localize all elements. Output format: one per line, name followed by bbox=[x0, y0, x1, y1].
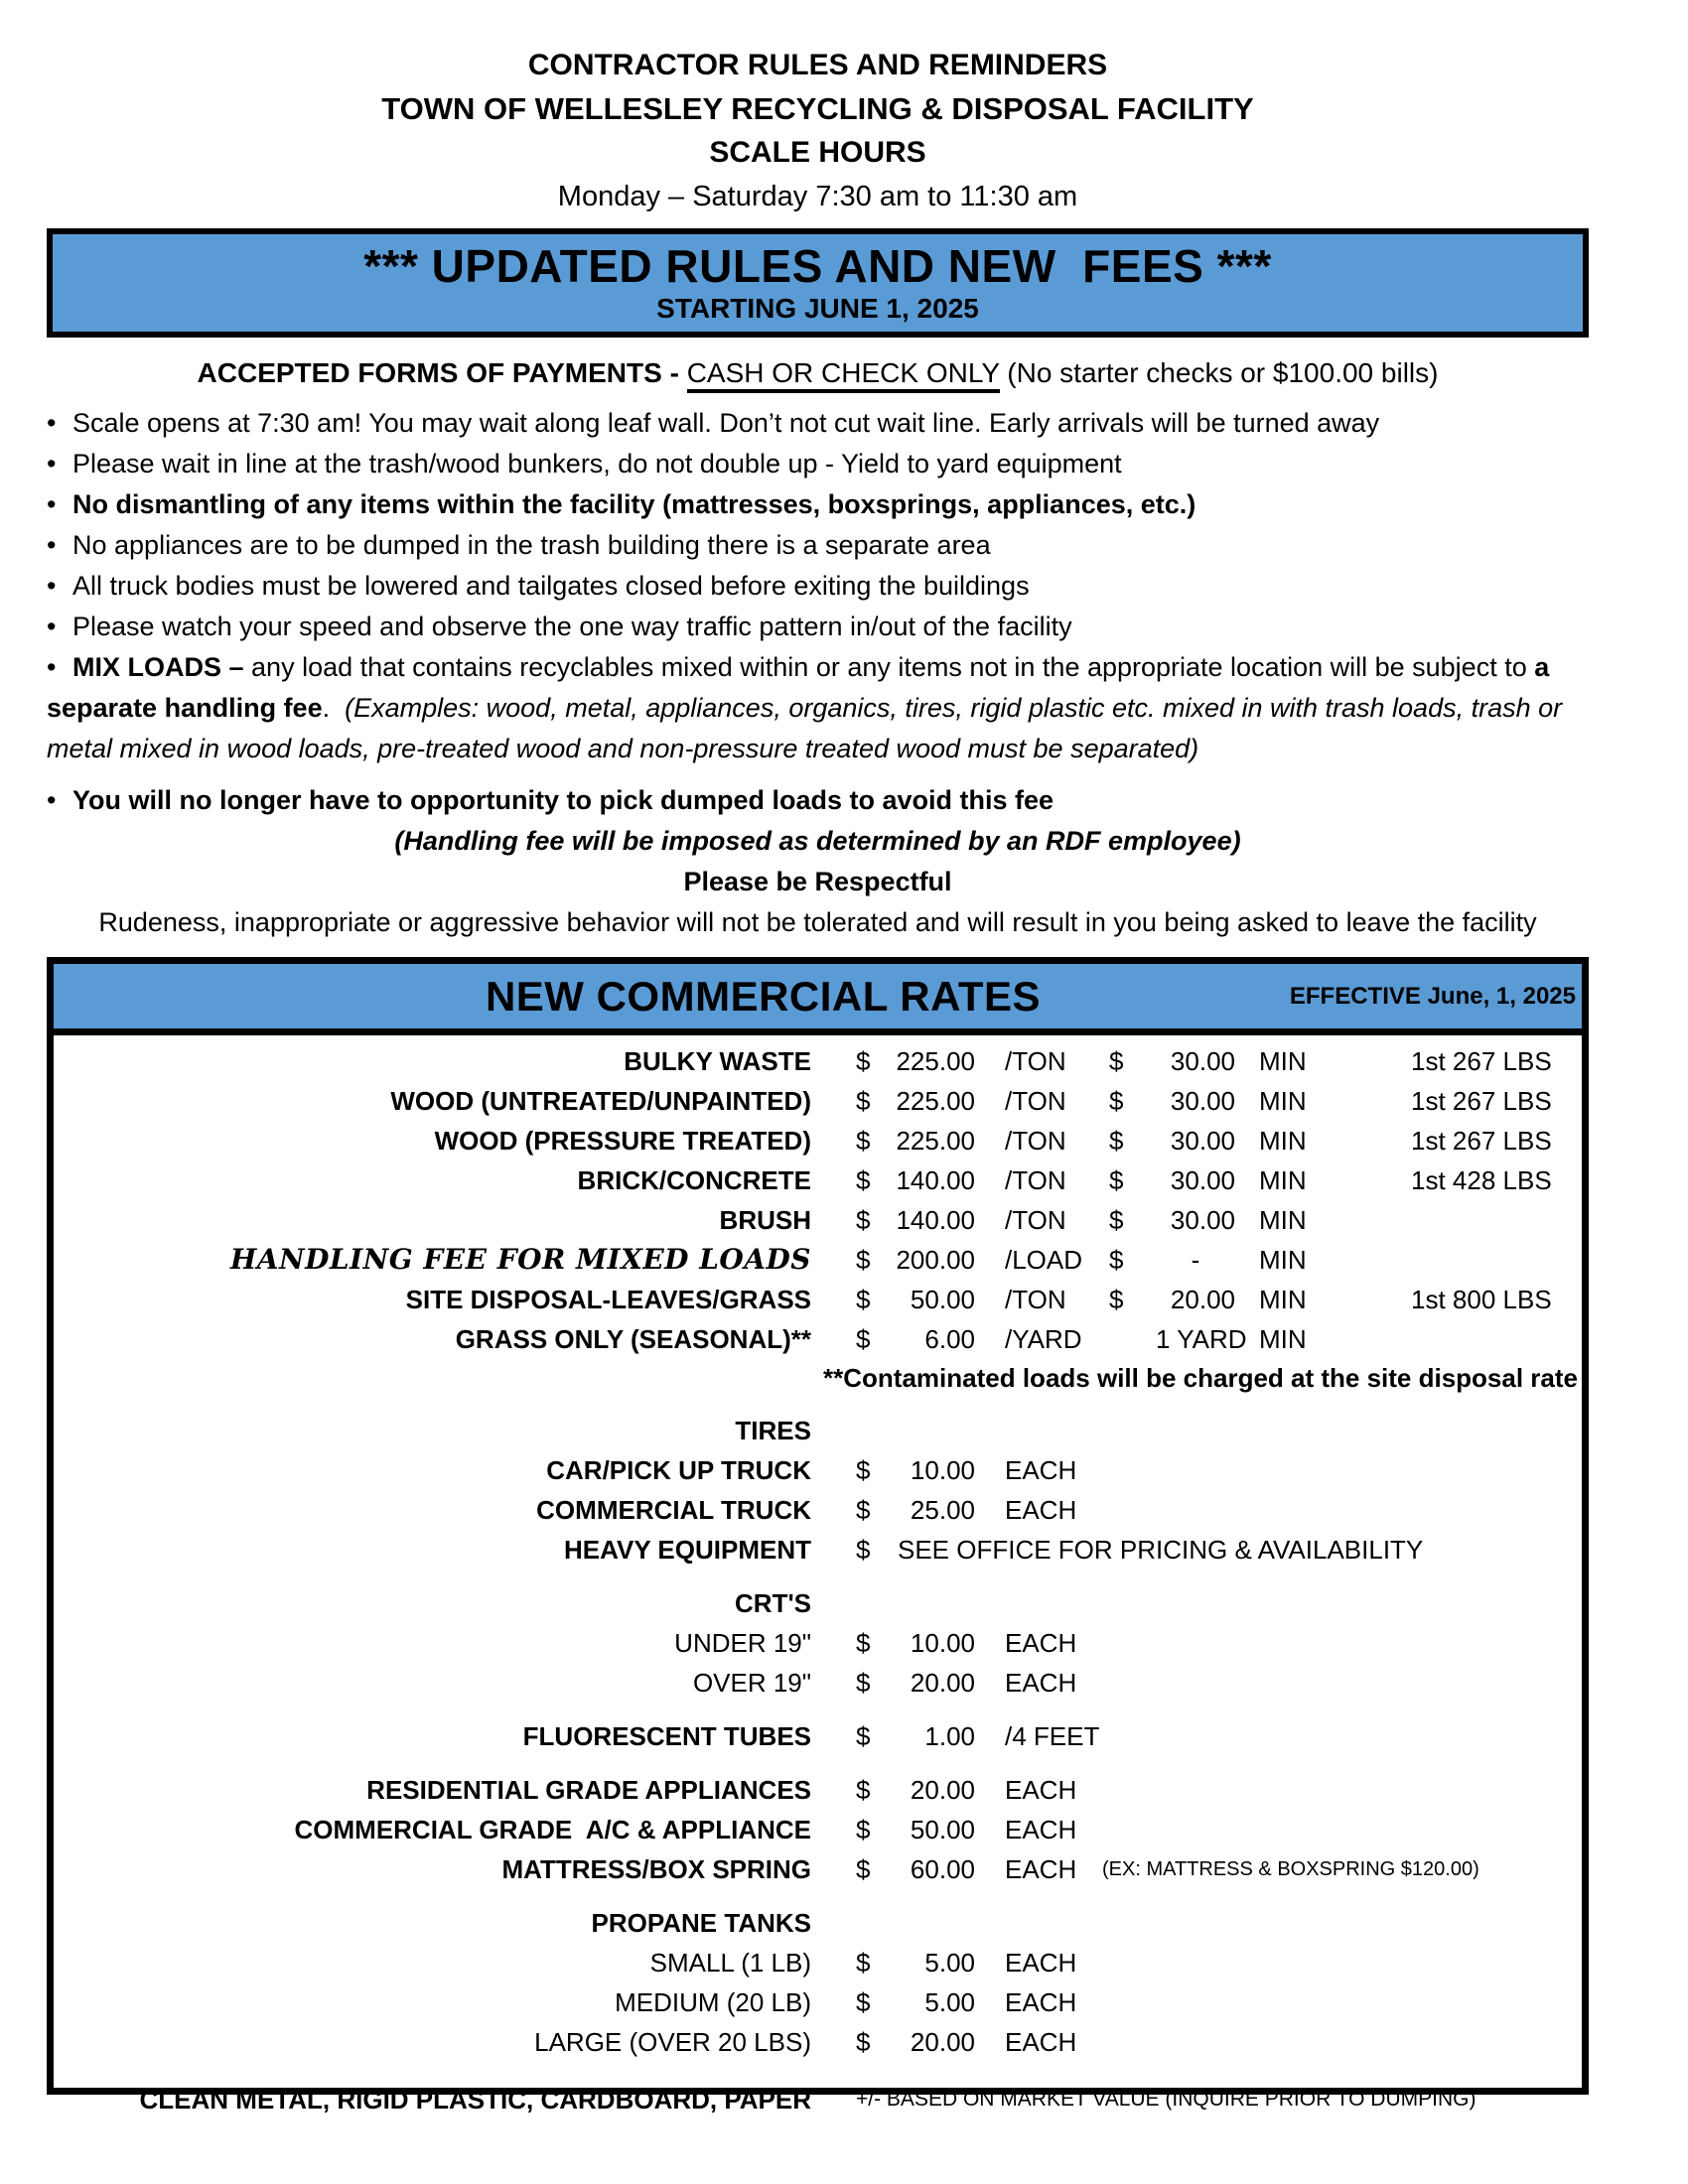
rate-section-row bbox=[54, 1411, 1582, 1450]
dollar-sign: $ bbox=[856, 1086, 871, 1116]
rate-weight-note bbox=[1341, 1982, 1582, 2022]
rate-label: SMALL (1 LB) bbox=[649, 1948, 811, 1978]
rate-unit: EACH bbox=[1005, 1455, 1077, 1485]
rate-label: OVER 19" bbox=[692, 1668, 811, 1698]
closing-line bbox=[47, 821, 1589, 862]
text-segment: (Examples: wood, metal, appliances, organics, tires, rigid plastic etc. mixed in with trash loads, trash or metal mixed in wood loads, pre-treated wood and non-pressure treated wood must be separated) bbox=[47, 693, 1563, 763]
bullet-icon: • bbox=[47, 612, 57, 641]
title-line-1: CONTRACTOR RULES AND REMINDERS bbox=[527, 49, 1108, 81]
rate-min-amount bbox=[1156, 1716, 1235, 1756]
rates-table-title: NEW COMMERCIAL RATES bbox=[485, 972, 1042, 1020]
rate-section-row bbox=[54, 1903, 1582, 1943]
column-gap bbox=[1235, 1319, 1242, 1359]
dollar-sign-min bbox=[1102, 2022, 1156, 2062]
rate-row bbox=[54, 1121, 1582, 1160]
closing-line bbox=[47, 862, 1589, 902]
rate-label: COMMERCIAL GRADE A/C & APPLIANCE bbox=[294, 1815, 811, 1844]
rate-row bbox=[54, 1982, 1582, 2022]
text-segment: CASH OR CHECK ONLY bbox=[687, 357, 1000, 393]
rate-label: WOOD (PRESSURE TREATED) bbox=[434, 1126, 811, 1156]
text-segment: ACCEPTED FORMS OF PAYMENTS - bbox=[197, 357, 687, 388]
scale-hours-value: Monday – Saturday 7:30 am to 11:30 am bbox=[557, 181, 1078, 212]
rate-min-amount bbox=[1156, 1490, 1235, 1530]
column-gap bbox=[1235, 2022, 1242, 2062]
column-gap bbox=[1235, 1943, 1242, 1982]
rate-min-amount bbox=[1156, 2022, 1235, 2062]
text-segment: All truck bodies must be lowered and tailgates closed before exiting the buildings bbox=[72, 571, 1030, 601]
column-gap bbox=[1235, 1160, 1242, 1200]
rate-unit: EACH bbox=[1005, 1987, 1077, 2017]
dollar-sign-min: $ bbox=[1109, 1205, 1124, 1235]
dollar-sign: $ bbox=[856, 1285, 871, 1314]
dollar-sign: $ bbox=[856, 1948, 871, 1978]
rate-min-label: MIN bbox=[1259, 1324, 1307, 1354]
dollar-sign-min bbox=[1102, 1716, 1156, 1756]
dollar-sign-min bbox=[1102, 1982, 1156, 2022]
document-header bbox=[47, 0, 1589, 218]
rate-weight-note bbox=[1341, 1490, 1582, 1530]
rate-weight-note: 1st 800 LBS bbox=[1411, 1285, 1552, 1314]
column-gap bbox=[975, 1716, 990, 1756]
final-bullet-rule bbox=[47, 780, 1589, 821]
rate-label: CAR/PICK UP TRUCK bbox=[546, 1455, 811, 1485]
column-gap bbox=[1235, 1623, 1242, 1663]
rate-min-label: MIN bbox=[1259, 1086, 1307, 1116]
column-gap bbox=[975, 1810, 990, 1849]
bullet-icon: • bbox=[47, 785, 57, 815]
bullet-icon: • bbox=[47, 571, 57, 601]
rate-min-label bbox=[1242, 1716, 1341, 1756]
dollar-sign: $ bbox=[856, 1324, 871, 1354]
rule-item bbox=[47, 403, 1589, 444]
rate-unit: /TON bbox=[1005, 1086, 1066, 1116]
rate-weight-note bbox=[1341, 1450, 1582, 1490]
text-segment: Please be Respectful bbox=[683, 867, 952, 896]
rate-min-amount: 30.00 bbox=[1170, 1086, 1235, 1116]
commercial-rates-table bbox=[47, 957, 1589, 2115]
dollar-sign-min bbox=[1102, 1450, 1156, 1490]
rate-label: RESIDENTIAL GRADE APPLIANCES bbox=[366, 1775, 811, 1805]
rate-unit: EACH bbox=[1005, 1628, 1077, 1658]
text-segment: a separate handling fee bbox=[47, 652, 1550, 723]
text-segment: (No starter checks or $100.00 bills) bbox=[999, 357, 1439, 388]
column-gap bbox=[975, 1200, 990, 1240]
rate-min-amount: 30.00 bbox=[1170, 1046, 1235, 1076]
dollar-sign-min bbox=[1102, 1490, 1156, 1530]
text-segment: MIX LOADS – bbox=[72, 652, 252, 682]
rate-section-row bbox=[54, 1583, 1582, 1623]
rate-amount: 50.00 bbox=[910, 1285, 975, 1314]
bullet-rules bbox=[47, 403, 1589, 647]
rate-min-label bbox=[1242, 2022, 1341, 2062]
rate-amount: 140.00 bbox=[896, 1205, 975, 1235]
bullet-icon: • bbox=[47, 449, 57, 478]
column-gap bbox=[1235, 1081, 1242, 1121]
column-gap bbox=[1235, 1121, 1242, 1160]
column-gap bbox=[975, 1943, 990, 1982]
dollar-sign: $ bbox=[856, 1495, 871, 1525]
row-spacer bbox=[54, 1889, 1582, 1903]
rate-unit: EACH bbox=[1005, 1854, 1077, 1884]
rate-min-amount: 30.00 bbox=[1170, 1165, 1235, 1195]
rate-row bbox=[54, 1450, 1582, 1490]
rate-label: BRUSH bbox=[719, 1205, 811, 1235]
rate-min-amount bbox=[1156, 1982, 1235, 2022]
rate-label: COMMERCIAL TRUCK bbox=[536, 1495, 811, 1525]
rate-min-label: MIN bbox=[1259, 1165, 1307, 1195]
rate-weight-note: 1st 428 LBS bbox=[1411, 1165, 1552, 1195]
rate-min-label bbox=[1242, 1490, 1341, 1530]
rate-amount: 225.00 bbox=[896, 1126, 975, 1156]
column-gap bbox=[975, 1623, 990, 1663]
column-gap bbox=[975, 1319, 990, 1359]
column-gap bbox=[1235, 1041, 1242, 1081]
bullet-icon: • bbox=[47, 408, 57, 438]
payments-line bbox=[47, 353, 1589, 393]
rate-row bbox=[54, 1490, 1582, 1530]
rate-label: BRICK/CONCRETE bbox=[577, 1165, 811, 1195]
rate-weight-note bbox=[1341, 1810, 1582, 1849]
updated-rules-subtitle: STARTING JUNE 1, 2025 bbox=[656, 293, 979, 324]
rate-unit: EACH bbox=[1005, 1948, 1077, 1978]
rates-table-body bbox=[54, 1035, 1582, 2119]
rate-unit: /YARD bbox=[1005, 1324, 1082, 1354]
dollar-sign: $ bbox=[856, 1205, 871, 1235]
rate-amount: 60.00 bbox=[910, 1854, 975, 1884]
text-segment: any load that contains recyclables mixed within or any items not in the appropriate location will be subject to bbox=[251, 652, 1535, 682]
text-segment: Rudeness, inappropriate or aggressive behavior will not be tolerated and will result in you being asked to leave the facility bbox=[98, 907, 1537, 937]
rate-unit: EACH bbox=[1005, 1815, 1077, 1844]
column-gap bbox=[1235, 1810, 1242, 1849]
rate-min-label: MIN bbox=[1259, 1245, 1307, 1275]
rate-weight-note: 1st 267 LBS bbox=[1411, 1126, 1552, 1156]
dollar-sign: $ bbox=[856, 1245, 871, 1275]
dollar-sign: $ bbox=[856, 1815, 871, 1844]
rate-label: BULKY WASTE bbox=[624, 1046, 811, 1076]
rate-min-label bbox=[1242, 1623, 1341, 1663]
dollar-sign: $ bbox=[856, 1775, 871, 1805]
scale-hours-heading: SCALE HOURS bbox=[709, 136, 926, 169]
rates-effective-date: EFFECTIVE June, 1, 2025 bbox=[1289, 982, 1576, 1010]
row-spacer bbox=[54, 1756, 1582, 1770]
column-gap bbox=[975, 1081, 990, 1121]
rate-min-amount: 30.00 bbox=[1170, 1205, 1235, 1235]
rate-example-note: (EX: MATTRESS & BOXSPRING $120.00) bbox=[1102, 1858, 1479, 1880]
rate-row bbox=[54, 1081, 1582, 1121]
rate-amount: 25.00 bbox=[910, 1495, 975, 1525]
column-gap bbox=[1235, 1490, 1242, 1530]
rate-min-label: MIN bbox=[1259, 1285, 1307, 1314]
rate-span-text: SEE OFFICE FOR PRICING & AVAILABILITY bbox=[898, 1535, 1424, 1565]
text-segment: (Handling fee will be imposed as determined by an RDF employee) bbox=[394, 826, 1241, 856]
column-gap bbox=[975, 1041, 990, 1081]
dollar-sign: $ bbox=[856, 1165, 871, 1195]
dollar-sign-min bbox=[1102, 1663, 1156, 1703]
rate-row bbox=[54, 1240, 1582, 1280]
rule-item bbox=[47, 525, 1589, 566]
rate-amount: 200.00 bbox=[896, 1245, 975, 1275]
text-segment: Please watch your speed and observe the one way traffic pattern in/out of the facility bbox=[72, 612, 1072, 641]
dollar-sign-min bbox=[1102, 1319, 1156, 1359]
column-gap bbox=[1235, 1770, 1242, 1810]
market-value-note: +/- BASED ON MARKET VALUE (INQUIRE PRIOR TO DUMPING) bbox=[856, 2088, 1477, 2111]
rate-weight-note: 1st 267 LBS bbox=[1411, 1046, 1552, 1076]
column-gap bbox=[1235, 1280, 1242, 1319]
rate-row bbox=[54, 1280, 1582, 1319]
column-gap bbox=[975, 1121, 990, 1160]
rate-weight-note bbox=[1341, 1200, 1582, 1240]
rate-label: SITE DISPOSAL-LEAVES/GRASS bbox=[405, 1285, 811, 1314]
rate-min-amount bbox=[1156, 1943, 1235, 1982]
rule-item bbox=[47, 607, 1589, 647]
rate-min-label bbox=[1242, 1982, 1341, 2022]
column-gap bbox=[1235, 1450, 1242, 1490]
text-segment: No dismantling of any items within the facility (mattresses, boxsprings, appliances, etc.) bbox=[72, 489, 1196, 519]
rate-row bbox=[54, 1623, 1582, 1663]
dollar-sign: $ bbox=[856, 1668, 871, 1698]
dollar-sign: $ bbox=[856, 1126, 871, 1156]
dollar-sign-min: $ bbox=[1109, 1046, 1124, 1076]
rate-unit: /4 FEET bbox=[1005, 1721, 1100, 1751]
rate-label: LARGE (OVER 20 LBS) bbox=[534, 2027, 811, 2057]
rate-unit: /TON bbox=[1005, 1046, 1066, 1076]
text-segment: Please wait in line at the trash/wood bunkers, do not double up - Yield to yard equipment bbox=[72, 449, 1122, 478]
rate-label: WOOD (UNTREATED/UNPAINTED) bbox=[390, 1086, 811, 1116]
rate-row bbox=[54, 1041, 1582, 1081]
dollar-sign: $ bbox=[856, 1455, 871, 1485]
rate-amount: 225.00 bbox=[896, 1086, 975, 1116]
rate-amount: 5.00 bbox=[924, 1948, 975, 1978]
dollar-sign: $ bbox=[856, 1628, 871, 1658]
rate-amount: 50.00 bbox=[910, 1815, 975, 1844]
rules-list bbox=[47, 403, 1589, 821]
column-gap bbox=[1235, 1663, 1242, 1703]
rate-row bbox=[54, 1319, 1582, 1359]
rate-weight-note bbox=[1341, 1240, 1582, 1280]
rate-weight-note bbox=[1341, 1663, 1582, 1703]
rate-label: UNDER 19" bbox=[674, 1628, 811, 1658]
column-gap bbox=[975, 1663, 990, 1703]
rate-min-amount: - bbox=[1191, 1245, 1200, 1275]
rate-amount: 20.00 bbox=[910, 2027, 975, 2057]
rate-amount: 20.00 bbox=[910, 1775, 975, 1805]
column-gap bbox=[975, 1982, 990, 2022]
rate-unit: EACH bbox=[1005, 1668, 1077, 1698]
rule-item bbox=[47, 444, 1589, 484]
rate-unit: EACH bbox=[1005, 1775, 1077, 1805]
text-segment: No appliances are to be dumped in the trash building there is a separate area bbox=[72, 530, 991, 560]
rate-amount: 10.00 bbox=[910, 1455, 975, 1485]
column-gap bbox=[975, 1160, 990, 1200]
dollar-sign-min bbox=[1102, 1943, 1156, 1982]
column-gap bbox=[1235, 1240, 1242, 1280]
rate-min-amount bbox=[1156, 1450, 1235, 1490]
rate-amount: 225.00 bbox=[896, 1046, 975, 1076]
rate-row bbox=[54, 1943, 1582, 1982]
updated-rules-title: *** UPDATED RULES AND NEW FEES *** bbox=[363, 240, 1272, 292]
rate-label: MATTRESS/BOX SPRING bbox=[501, 1854, 811, 1884]
rate-section-label: TIRES bbox=[735, 1416, 811, 1445]
rate-amount: 20.00 bbox=[910, 1668, 975, 1698]
rate-section-label: CRT'S bbox=[735, 1588, 811, 1618]
dollar-sign: $ bbox=[856, 1987, 871, 2017]
rate-min-label: MIN bbox=[1259, 1126, 1307, 1156]
rate-footer-label: CLEAN METAL, RIGID PLASTIC, CARDBOARD, PAPER bbox=[139, 2085, 811, 2115]
text-segment: Scale opens at 7:30 am! You may wait along leaf wall. Don’t not cut wait line. Early arrivals will be turned away bbox=[72, 408, 1380, 438]
rate-amount: 10.00 bbox=[910, 1628, 975, 1658]
mix-loads-paragraph bbox=[47, 647, 1589, 769]
rate-min-amount bbox=[1156, 1623, 1235, 1663]
dollar-sign-min bbox=[1102, 1770, 1156, 1810]
rate-weight-note bbox=[1341, 1319, 1582, 1359]
dollar-sign-min: $ bbox=[1109, 1285, 1124, 1314]
rate-amount: 5.00 bbox=[924, 1987, 975, 2017]
rate-min-amount: 20.00 bbox=[1170, 1285, 1235, 1314]
rate-unit: /TON bbox=[1005, 1165, 1066, 1195]
rate-row bbox=[54, 1849, 1582, 1889]
rate-row bbox=[54, 1663, 1582, 1703]
rate-min-amount: 1 YARD bbox=[1156, 1324, 1247, 1354]
dollar-sign: $ bbox=[856, 1721, 871, 1751]
rate-label: HANDLING FEE FOR MIXED LOADS bbox=[229, 1243, 811, 1276]
dollar-sign-min bbox=[1102, 1623, 1156, 1663]
rate-weight-note bbox=[1341, 2022, 1582, 2062]
dollar-sign-min: $ bbox=[1109, 1086, 1124, 1116]
dollar-sign: $ bbox=[856, 1854, 871, 1884]
rate-weight-note bbox=[1341, 1716, 1582, 1756]
dollar-sign: $ bbox=[856, 2027, 871, 2057]
rate-min-label: MIN bbox=[1259, 1205, 1307, 1235]
text-segment: You will no longer have to opportunity to pick dumped loads to avoid this fee bbox=[72, 785, 1055, 815]
rate-amount: 6.00 bbox=[924, 1324, 975, 1354]
rule-item bbox=[47, 484, 1589, 525]
rate-weight-note: 1st 267 LBS bbox=[1411, 1086, 1552, 1116]
rate-min-amount bbox=[1156, 1770, 1235, 1810]
row-spacer bbox=[54, 1570, 1582, 1583]
title-line-2: TOWN OF WELLESLEY RECYCLING & DISPOSAL FACILITY bbox=[381, 91, 1254, 126]
rate-min-amount: 30.00 bbox=[1170, 1126, 1235, 1156]
rate-amount: 140.00 bbox=[896, 1165, 975, 1195]
rate-footer-row bbox=[54, 2080, 1582, 2119]
rate-min-amount bbox=[1156, 1810, 1235, 1849]
rate-row bbox=[54, 2022, 1582, 2062]
rate-label: MEDIUM (20 LB) bbox=[615, 1987, 811, 2017]
rate-row bbox=[54, 1716, 1582, 1756]
text-segment: . bbox=[322, 693, 346, 723]
rate-weight-note bbox=[1341, 1770, 1582, 1810]
rule-item bbox=[47, 566, 1589, 607]
column-gap bbox=[1235, 1200, 1242, 1240]
column-gap bbox=[1235, 1982, 1242, 2022]
closing-line bbox=[47, 902, 1589, 943]
rate-min-label bbox=[1242, 1450, 1341, 1490]
rate-row bbox=[54, 1200, 1582, 1240]
column-gap bbox=[975, 1849, 990, 1889]
rate-row bbox=[54, 1770, 1582, 1810]
rate-label: GRASS ONLY (SEASONAL)** bbox=[455, 1324, 811, 1354]
rate-weight-note bbox=[1341, 1943, 1582, 1982]
rate-min-label: MIN bbox=[1259, 1046, 1307, 1076]
dollar-sign-min: $ bbox=[1109, 1126, 1124, 1156]
row-spacer bbox=[54, 2062, 1582, 2076]
rates-table-header bbox=[54, 964, 1582, 1035]
contamination-note: **Contaminated loads will be charged at the site disposal rate bbox=[823, 1363, 1578, 1393]
rate-min-amount bbox=[1156, 1663, 1235, 1703]
rate-min-label bbox=[1242, 1663, 1341, 1703]
rate-row bbox=[54, 1810, 1582, 1849]
column-gap bbox=[975, 1490, 990, 1530]
column-gap bbox=[975, 2022, 990, 2062]
dollar-sign: $ bbox=[856, 1535, 871, 1565]
rate-row bbox=[54, 1530, 1582, 1570]
rate-label: HEAVY EQUIPMENT bbox=[564, 1535, 811, 1565]
rate-unit: EACH bbox=[1005, 2027, 1077, 2057]
row-spacer bbox=[54, 1397, 1582, 1411]
bullet-icon: • bbox=[47, 652, 57, 682]
rate-weight-note bbox=[1341, 1623, 1582, 1663]
updated-rules-banner bbox=[47, 228, 1589, 338]
rate-min-label bbox=[1242, 1770, 1341, 1810]
dollar-sign-min: $ bbox=[1109, 1165, 1124, 1195]
dollar-sign-min bbox=[1102, 1810, 1156, 1849]
closing-lines bbox=[47, 821, 1589, 943]
column-gap bbox=[975, 1770, 990, 1810]
rate-unit: /TON bbox=[1005, 1126, 1066, 1156]
rate-unit: EACH bbox=[1005, 1495, 1077, 1525]
rate-unit: /TON bbox=[1005, 1285, 1066, 1314]
dollar-sign-min: $ bbox=[1109, 1245, 1124, 1275]
rate-min-label bbox=[1242, 1943, 1341, 1982]
dollar-sign: $ bbox=[856, 1046, 871, 1076]
bullet-icon: • bbox=[47, 489, 57, 519]
column-gap bbox=[975, 1450, 990, 1490]
column-gap bbox=[1235, 1716, 1242, 1756]
rate-min-label bbox=[1242, 1810, 1341, 1849]
rate-unit: /LOAD bbox=[1005, 1245, 1083, 1275]
rate-row bbox=[54, 1160, 1582, 1200]
rate-label: FLUORESCENT TUBES bbox=[522, 1721, 811, 1751]
rate-amount: 1.00 bbox=[924, 1721, 975, 1751]
rate-section-label: PROPANE TANKS bbox=[591, 1908, 811, 1938]
row-spacer bbox=[54, 1703, 1582, 1716]
bullet-icon: • bbox=[47, 530, 57, 560]
column-gap bbox=[975, 1280, 990, 1319]
rate-unit: /TON bbox=[1005, 1205, 1066, 1235]
column-gap bbox=[975, 1240, 990, 1280]
